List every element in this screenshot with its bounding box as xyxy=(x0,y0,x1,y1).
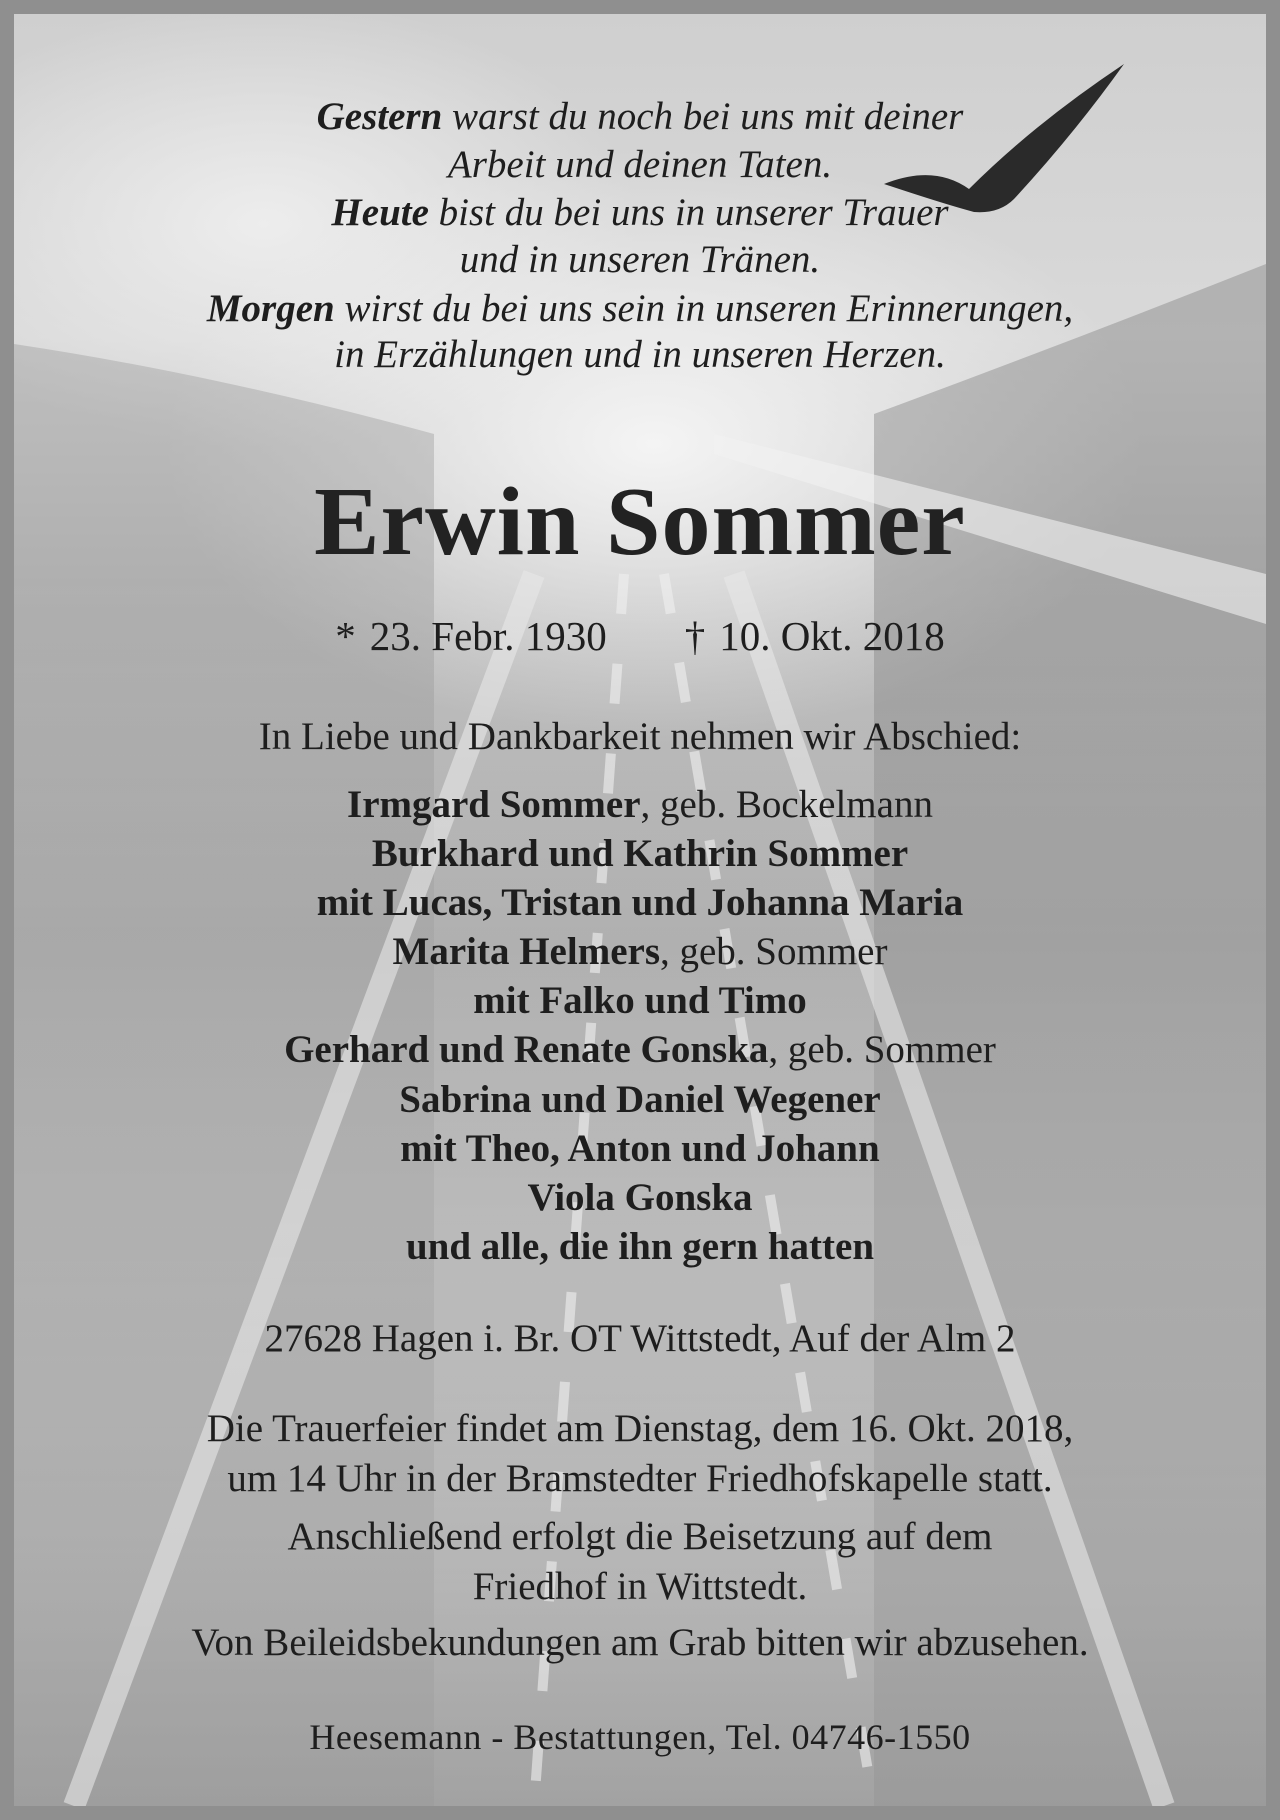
birth-date: 23. Febr. 1930 xyxy=(369,613,607,659)
mourner-line: mit Theo, Anton und Johann xyxy=(400,1127,880,1170)
funeral-info-line: Friedhof in Wittstedt. xyxy=(472,1565,808,1608)
mourner-line: Sabrina und Daniel Wegener xyxy=(399,1078,881,1121)
mourner-line: mit Falko und Timo xyxy=(473,979,807,1022)
deceased-name: Erwin Sommer xyxy=(314,468,966,576)
poem-line-5: Morgen wirst du bei uns sein in unseren Erinnerungen, xyxy=(206,287,1074,330)
funeral-info-line: Die Trauerfeier findet am Dienstag, dem 16. Okt. 2018, xyxy=(206,1407,1074,1450)
mourner-line: Marita Helmers, geb. Sommer xyxy=(392,930,888,973)
death-date: 10. Okt. 2018 xyxy=(719,613,945,659)
mourner-line: Irmgard Sommer, geb. Bockelmann xyxy=(347,783,933,826)
poem-line-1: Gestern warst du noch bei uns mit deiner xyxy=(316,95,964,138)
obituary-text xyxy=(14,14,1266,1806)
funeral-info-line: um 14 Uhr in der Bramstedter Friedhofskapelle statt. xyxy=(227,1457,1053,1500)
mourner-line: Viola Gonska xyxy=(527,1176,753,1219)
poem-line-3: Heute bist du bei uns in unserer Trauer xyxy=(331,191,949,234)
address: 27628 Hagen i. Br. OT Wittstedt, Auf der Alm 2 xyxy=(264,1317,1016,1360)
poem-line-4: und in unseren Tränen. xyxy=(459,238,821,281)
undertaker-contact: Heesemann - Bestattungen, Tel. 04746-1550 xyxy=(309,1717,971,1757)
poem-line-2: Arbeit und deinen Taten. xyxy=(447,143,833,186)
farewell-intro: In Liebe und Dankbarkeit nehmen wir Abschied: xyxy=(258,715,1022,758)
life-dates xyxy=(14,612,1266,660)
obituary-card xyxy=(14,14,1266,1806)
cross-icon: † xyxy=(684,613,706,659)
mourner-line: Burkhard und Kathrin Sommer xyxy=(371,832,909,875)
mourner-line: und alle, die ihn gern hatten xyxy=(405,1225,875,1268)
mourner-line: mit Lucas, Tristan und Johanna Maria xyxy=(316,881,964,924)
birth-symbol: * xyxy=(335,613,356,659)
funeral-info-line: Von Beileidsbekundungen am Grab bitten wir abzusehen. xyxy=(191,1621,1089,1664)
funeral-info-line: Anschließend erfolgt die Beisetzung auf dem xyxy=(287,1515,993,1558)
poem-line-6: in Erzählungen und in unseren Herzen. xyxy=(334,333,946,376)
mourner-line: Gerhard und Renate Gonska, geb. Sommer xyxy=(284,1028,996,1071)
